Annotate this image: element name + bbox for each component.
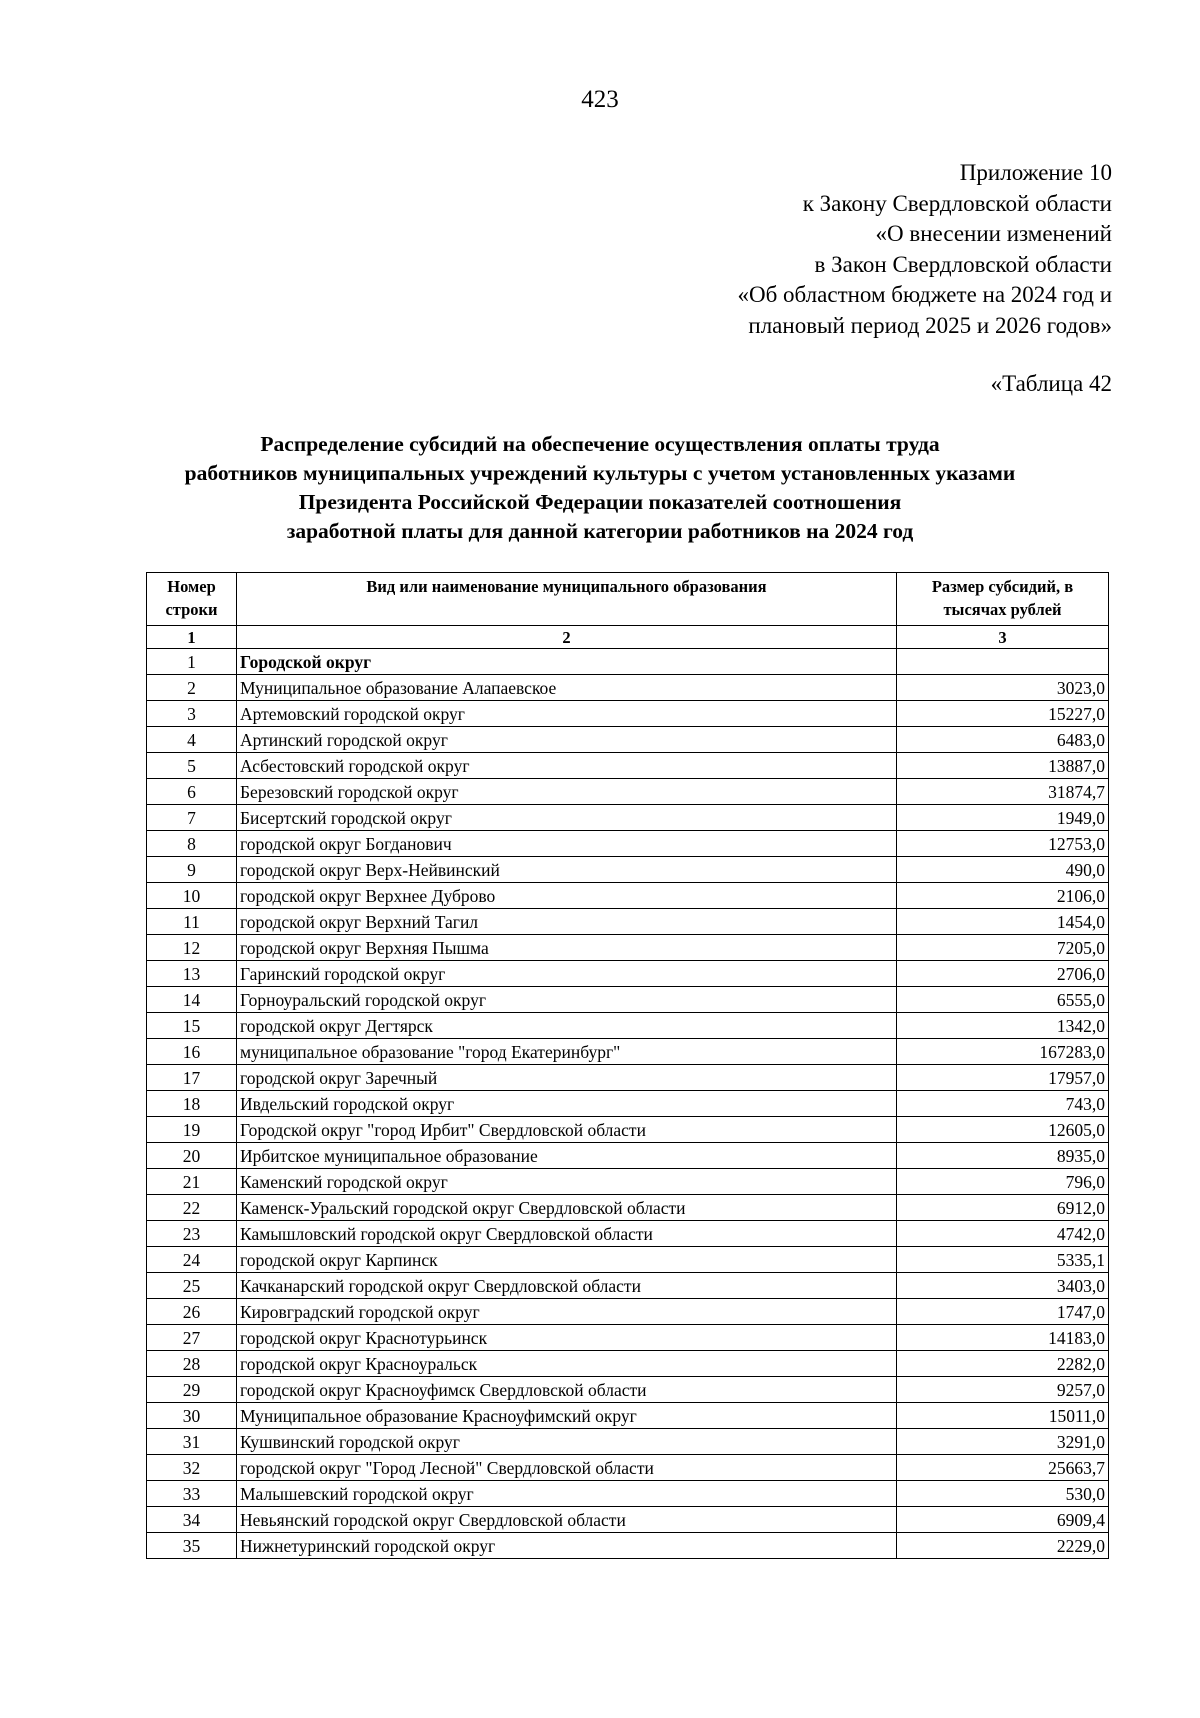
municipality-name-cell: Камышловский городской округ Свердловской области <box>237 1221 897 1247</box>
appendix-reference <box>737 158 1112 341</box>
table-row <box>147 649 1109 675</box>
appendix-line: плановый период 2025 и 2026 годов» <box>748 312 1112 338</box>
municipality-name-cell: Качканарский городской округ Свердловской области <box>237 1273 897 1299</box>
table-row <box>147 1455 1109 1481</box>
row-number-cell: 14 <box>147 987 237 1013</box>
table-row <box>147 1221 1109 1247</box>
appendix-line: «Об областном бюджете на 2024 год и <box>737 282 1112 307</box>
row-number-cell: 20 <box>147 1143 237 1169</box>
row-number-cell: 23 <box>147 1221 237 1247</box>
appendix-line: в Закон Свердловской области <box>814 251 1112 277</box>
row-number-cell: 31 <box>147 1429 237 1455</box>
row-number-cell: 22 <box>147 1195 237 1221</box>
municipality-name-cell: городской округ Красноуфимск Свердловской области <box>237 1377 897 1403</box>
row-number-cell: 32 <box>147 1455 237 1481</box>
row-number-cell: 21 <box>147 1169 237 1195</box>
table-row <box>147 1377 1109 1403</box>
table-row <box>147 701 1109 727</box>
municipality-name-cell: Нижнетуринский городской округ <box>237 1533 897 1559</box>
subsidy-amount-cell: 743,0 <box>897 1091 1109 1117</box>
column-number: 2 <box>237 626 897 649</box>
municipality-name-cell: городской округ Карпинск <box>237 1247 897 1273</box>
table-row <box>147 675 1109 701</box>
table-row <box>147 1039 1109 1065</box>
row-number-cell: 28 <box>147 1351 237 1377</box>
table-row <box>147 1247 1109 1273</box>
subsidy-amount-cell: 6909,4 <box>897 1507 1109 1533</box>
subsidy-amount-cell: 14183,0 <box>897 1325 1109 1351</box>
page-number: 423 <box>581 86 619 113</box>
table-row <box>147 805 1109 831</box>
municipality-name-cell: городской округ Дегтярск <box>237 1013 897 1039</box>
municipality-name-cell: Ивдельский городской округ <box>237 1091 897 1117</box>
title-line: Президента Российской Федерации показателей соотношения <box>298 490 902 514</box>
subsidy-amount-cell: 1747,0 <box>897 1299 1109 1325</box>
row-number-cell: 3 <box>147 701 237 727</box>
row-number-cell: 10 <box>147 883 237 909</box>
column-number: 1 <box>147 626 237 649</box>
subsidy-amount-cell: 1949,0 <box>897 805 1109 831</box>
table-row <box>147 1351 1109 1377</box>
subsidy-amount-cell: 3403,0 <box>897 1273 1109 1299</box>
table-row <box>147 1299 1109 1325</box>
table-row <box>147 1481 1109 1507</box>
municipality-name-cell: Ирбитское муниципальное образование <box>237 1143 897 1169</box>
municipality-name-cell: Муниципальное образование Алапаевское <box>237 675 897 701</box>
subsidy-amount-cell: 6912,0 <box>897 1195 1109 1221</box>
subsidy-amount-cell <box>897 649 1109 675</box>
subsidy-amount-cell: 13887,0 <box>897 753 1109 779</box>
table-row <box>147 1273 1109 1299</box>
title-line: заработной платы для данной категории работников на 2024 год <box>286 519 914 543</box>
table-row <box>147 779 1109 805</box>
row-number-cell: 13 <box>147 961 237 987</box>
municipality-name-cell: Кировградский городской округ <box>237 1299 897 1325</box>
table-row <box>147 1403 1109 1429</box>
table-row <box>147 857 1109 883</box>
subsidy-amount-cell: 2706,0 <box>897 961 1109 987</box>
subsidy-amount-cell: 2106,0 <box>897 883 1109 909</box>
row-number-cell: 33 <box>147 1481 237 1507</box>
table-row <box>147 1507 1109 1533</box>
municipality-name-cell: Городской округ <box>237 649 897 675</box>
subsidy-amount-cell: 9257,0 <box>897 1377 1109 1403</box>
municipality-name-cell: городской округ Краснотурьинск <box>237 1325 897 1351</box>
municipality-name-cell: Муниципальное образование Красноуфимский округ <box>237 1403 897 1429</box>
municipality-name-cell: Малышевский городской округ <box>237 1481 897 1507</box>
subsidies-table <box>146 572 1109 1559</box>
subsidy-amount-cell: 5335,1 <box>897 1247 1109 1273</box>
municipality-name-cell: Артемовский городской округ <box>237 701 897 727</box>
subsidy-amount-cell: 12605,0 <box>897 1117 1109 1143</box>
municipality-name-cell: городской округ "Город Лесной" Свердловской области <box>237 1455 897 1481</box>
municipality-name-cell: городской округ Красноуральск <box>237 1351 897 1377</box>
table-caption: «Таблица 42 <box>990 371 1112 396</box>
row-number-cell: 5 <box>147 753 237 779</box>
row-number-cell: 19 <box>147 1117 237 1143</box>
table-row <box>147 1117 1109 1143</box>
municipality-name-cell: Горноуральский городской округ <box>237 987 897 1013</box>
table-row <box>147 727 1109 753</box>
title-line: Распределение субсидий на обеспечение осуществления оплаты труда <box>260 432 940 456</box>
row-number-cell: 12 <box>147 935 237 961</box>
table-row <box>147 935 1109 961</box>
municipality-name-cell: городской округ Богданович <box>237 831 897 857</box>
subsidy-amount-cell: 6483,0 <box>897 727 1109 753</box>
table-row <box>147 1065 1109 1091</box>
municipality-name-cell: городской округ Верхняя Пышма <box>237 935 897 961</box>
table-row <box>147 1143 1109 1169</box>
row-number-cell: 35 <box>147 1533 237 1559</box>
municipality-name-cell: муниципальное образование "город Екатеринбург" <box>237 1039 897 1065</box>
municipality-name-cell: городской округ Верх-Нейвинский <box>237 857 897 883</box>
row-number-cell: 25 <box>147 1273 237 1299</box>
municipality-name-cell: городской округ Верхнее Дуброво <box>237 883 897 909</box>
row-number-cell: 17 <box>147 1065 237 1091</box>
subsidy-amount-cell: 12753,0 <box>897 831 1109 857</box>
subsidy-amount-cell: 530,0 <box>897 1481 1109 1507</box>
row-number-cell: 15 <box>147 1013 237 1039</box>
row-number-cell: 2 <box>147 675 237 701</box>
table-row <box>147 1013 1109 1039</box>
table-row <box>147 1533 1109 1559</box>
subsidy-amount-cell: 17957,0 <box>897 1065 1109 1091</box>
subsidy-amount-cell: 490,0 <box>897 857 1109 883</box>
subsidy-amount-cell: 31874,7 <box>897 779 1109 805</box>
table-row <box>147 753 1109 779</box>
subsidy-amount-cell: 8935,0 <box>897 1143 1109 1169</box>
subsidy-amount-cell: 1454,0 <box>897 909 1109 935</box>
table-row <box>147 961 1109 987</box>
subsidy-amount-cell: 7205,0 <box>897 935 1109 961</box>
table-row <box>147 909 1109 935</box>
row-number-cell: 8 <box>147 831 237 857</box>
municipality-name-cell: Гаринский городской округ <box>237 961 897 987</box>
row-number-cell: 30 <box>147 1403 237 1429</box>
municipality-name-cell: Березовский городской округ <box>237 779 897 805</box>
municipality-name-cell: Невьянский городской округ Свердловской области <box>237 1507 897 1533</box>
municipality-name-cell: Каменск-Уральский городской округ Свердловской области <box>237 1195 897 1221</box>
table-row <box>147 1091 1109 1117</box>
subsidy-amount-cell: 15011,0 <box>897 1403 1109 1429</box>
appendix-line: «О внесении изменений <box>875 221 1112 246</box>
municipality-name-cell: Асбестовский городской округ <box>237 753 897 779</box>
municipality-name-cell: Артинский городской округ <box>237 727 897 753</box>
column-header-row-number: Номер строки <box>147 573 237 626</box>
row-number-cell: 26 <box>147 1299 237 1325</box>
municipality-name-cell: Каменский городской округ <box>237 1169 897 1195</box>
subsidy-amount-cell: 4742,0 <box>897 1221 1109 1247</box>
table-row <box>147 1429 1109 1455</box>
row-number-cell: 16 <box>147 1039 237 1065</box>
table-row <box>147 1169 1109 1195</box>
row-number-cell: 24 <box>147 1247 237 1273</box>
subsidy-amount-cell: 3023,0 <box>897 675 1109 701</box>
subsidy-amount-cell: 1342,0 <box>897 1013 1109 1039</box>
table-row <box>147 831 1109 857</box>
subsidy-amount-cell: 167283,0 <box>897 1039 1109 1065</box>
appendix-line: Приложение 10 <box>959 160 1112 185</box>
table-row <box>147 883 1109 909</box>
table-row <box>147 987 1109 1013</box>
row-number-cell: 18 <box>147 1091 237 1117</box>
subsidy-amount-cell: 6555,0 <box>897 987 1109 1013</box>
subsidy-amount-cell: 796,0 <box>897 1169 1109 1195</box>
municipality-name-cell: Городской округ "город Ирбит" Свердловской области <box>237 1117 897 1143</box>
municipality-name-cell: городской округ Заречный <box>237 1065 897 1091</box>
municipality-name-cell: Кушвинский городской округ <box>237 1429 897 1455</box>
subsidy-amount-cell: 3291,0 <box>897 1429 1109 1455</box>
subsidy-amount-cell: 2229,0 <box>897 1533 1109 1559</box>
title-line: работников муниципальных учреждений культуры с учетом установленных указами <box>184 461 1016 485</box>
row-number-cell: 34 <box>147 1507 237 1533</box>
table-row <box>147 1325 1109 1351</box>
municipality-name-cell: Бисертский городской округ <box>237 805 897 831</box>
municipality-name-cell: городской округ Верхний Тагил <box>237 909 897 935</box>
column-header-amount: Размер субсидий, в тысячах рублей <box>897 573 1109 626</box>
row-number-cell: 4 <box>147 727 237 753</box>
row-number-cell: 29 <box>147 1377 237 1403</box>
subsidy-amount-cell: 2282,0 <box>897 1351 1109 1377</box>
subsidy-amount-cell: 25663,7 <box>897 1455 1109 1481</box>
column-number: 3 <box>897 626 1109 649</box>
appendix-line: к Закону Свердловской области <box>802 190 1112 216</box>
table-row <box>147 1195 1109 1221</box>
table-column-numbers-row <box>147 626 1109 649</box>
row-number-cell: 1 <box>147 649 237 675</box>
table-body <box>147 649 1109 1559</box>
document-title <box>0 430 1200 546</box>
row-number-cell: 6 <box>147 779 237 805</box>
row-number-cell: 7 <box>147 805 237 831</box>
subsidy-amount-cell: 15227,0 <box>897 701 1109 727</box>
row-number-cell: 11 <box>147 909 237 935</box>
column-header-name: Вид или наименование муниципального образования <box>237 573 897 626</box>
table-header-row <box>147 573 1109 626</box>
row-number-cell: 9 <box>147 857 237 883</box>
row-number-cell: 27 <box>147 1325 237 1351</box>
